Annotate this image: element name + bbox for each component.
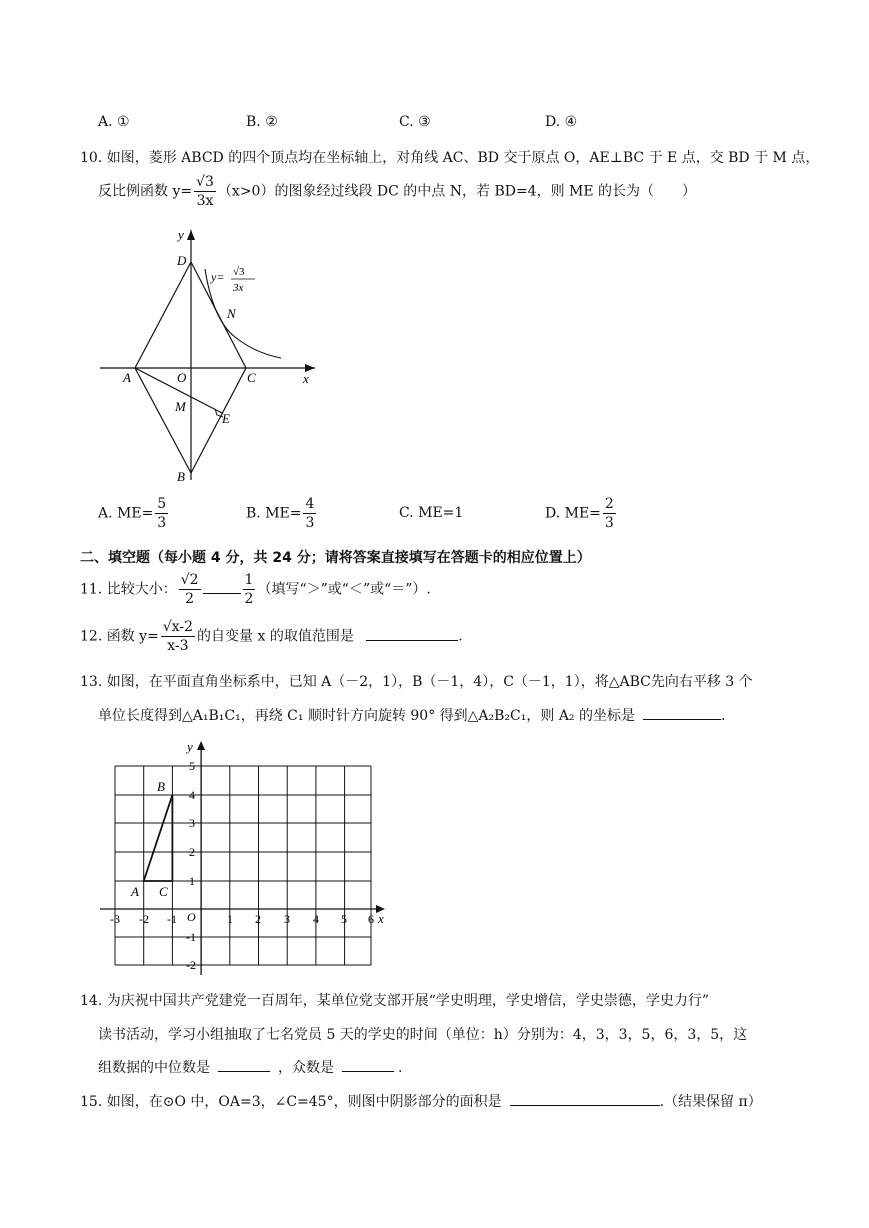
q13-label-a: A [131,884,139,899]
q10-option-a: A. ME= $\frac{5}{3}$ [98,496,167,531]
q13-axis-y-label: y [187,739,193,754]
q13-xtick: 3 [284,912,290,926]
q12: 12. 函数 y= $\frac{√x-2}{x-3}$ 的自变量 x 的取值范围是 . [80,619,463,654]
q13-line2: 单位长度得到△A₁B₁C₁，再绕 C₁ 顺时针方向旋转 90° 得到△A₂B₂C₁，则 A₂ 的坐标是 . [98,708,726,724]
q10-label-d: D [177,253,187,268]
q15-answer-blank [510,1093,660,1106]
q10-label-c: C [247,370,256,385]
q10-y-arrow [187,230,195,240]
q14-mode-blank [342,1059,394,1072]
q13-triangle-abc [144,795,173,881]
q13-xtick: -2 [139,912,149,926]
q13-ytick: 2 [189,845,195,859]
q10-line1: 10. 如图，菱形 ABCD 的四个顶点均在坐标轴上，对角线 AC、BD 交于原点 O，AE⊥BC 于 E 点，交 BD 于 M 点， [80,150,820,166]
q10-line2-text-b: （x>0）的图象经过线段 DC 的中点 N，若 BD=4，则 ME 的长为（ ） [217,183,697,200]
q13-ytick: 5 [189,759,195,773]
q10-label-m: M [175,399,186,414]
q10-label-a: A [123,370,131,385]
q9-option-c: C. ③ [399,114,431,130]
q9-option-b: B. ② [246,114,278,130]
q10-option-c: C. ME=1 [399,505,464,521]
q13-ytick: 1 [189,874,195,888]
q15: 15. 如图，在⊙O 中，OA=3，∠C=45°，则图中阴影部分的面积是 .（结果保留 π） [80,1094,762,1110]
q9-option-d: D. ④ [545,114,578,130]
q13-xtick: 5 [341,912,347,926]
q13-grid-figure [95,735,395,980]
q13-xtick: 1 [227,912,233,926]
q14-line3: 组数据的中位数是 ，众数是 . [98,1060,403,1076]
q13-xtick: 2 [255,912,261,926]
q10-axis-y-label: y [178,227,184,242]
q10-line2 [98,175,696,208]
q13-label-c: C [159,884,168,899]
q10-curve-den: 3x [233,282,244,294]
q13-ytick: 4 [189,788,195,802]
q10-line2-text: 反比例函数 y= [98,183,193,200]
q10-curve-label: y= [211,270,225,284]
q13-xtick: 4 [313,912,319,926]
q13-xtick: 6 [368,912,374,926]
q13-answer-blank [643,707,721,720]
section2-title: 二、填空题（每小题 4 分，共 24 分；请将答案直接填写在答题卡的相应位置上） [80,550,591,566]
q13-ytick: -1 [186,930,196,944]
q13-axis-x-label: x [378,911,384,926]
q10-rhombus-figure [95,225,325,485]
q10-option-d: D. ME= $\frac{2}{3}$ [545,496,614,531]
q13-y-arrow [197,741,205,750]
q13-label-b: B [157,779,165,794]
q13-ytick: -2 [186,958,196,972]
q13-ytick: 3 [189,816,195,830]
q14-line2: 读书活动，学习小组抽取了七名党员 5 天的学史的时间（单位：h）分别为：4，3，3，5，6，3，5，这 [98,1027,748,1043]
q11-answer-blank [203,581,241,594]
q10-curve-num: √3 [233,266,245,278]
q10-label-n: N [227,306,236,321]
q10-label-b: B [177,469,185,484]
q14-line1: 14. 为庆祝中国共产党建党一百周年，某单位党支部开展“学史明理，学史增信，学史崇德，学史力行” [80,993,710,1009]
q9-option-a: A. ① [98,114,130,130]
q12-answer-blank [366,628,458,641]
q10-axis-x-label: x [303,371,309,386]
q14-median-blank [218,1059,270,1072]
q10-label-o: O [177,370,187,385]
q11: 11. 比较大小： $\frac{√2}{2}$ $\frac{1}{2}$ （填写“＞”或“＜”或“＝”）. [80,572,431,607]
q13-xtick: -3 [110,912,120,926]
q10-fraction: $\frac{√3}{3x}$ [196,174,214,209]
q13-line1: 13. 如图，在平面直角坐标系中，已知 A（－2，1），B（－1，4），C（－1，1），将△ABC先向右平移 3 个 [80,674,753,690]
q13-origin-label: O [187,910,196,924]
q10-label-e: E [222,411,230,426]
q10-option-b: B. ME= $\frac{4}{3}$ [246,496,315,531]
q13-xtick: -1 [167,912,177,926]
